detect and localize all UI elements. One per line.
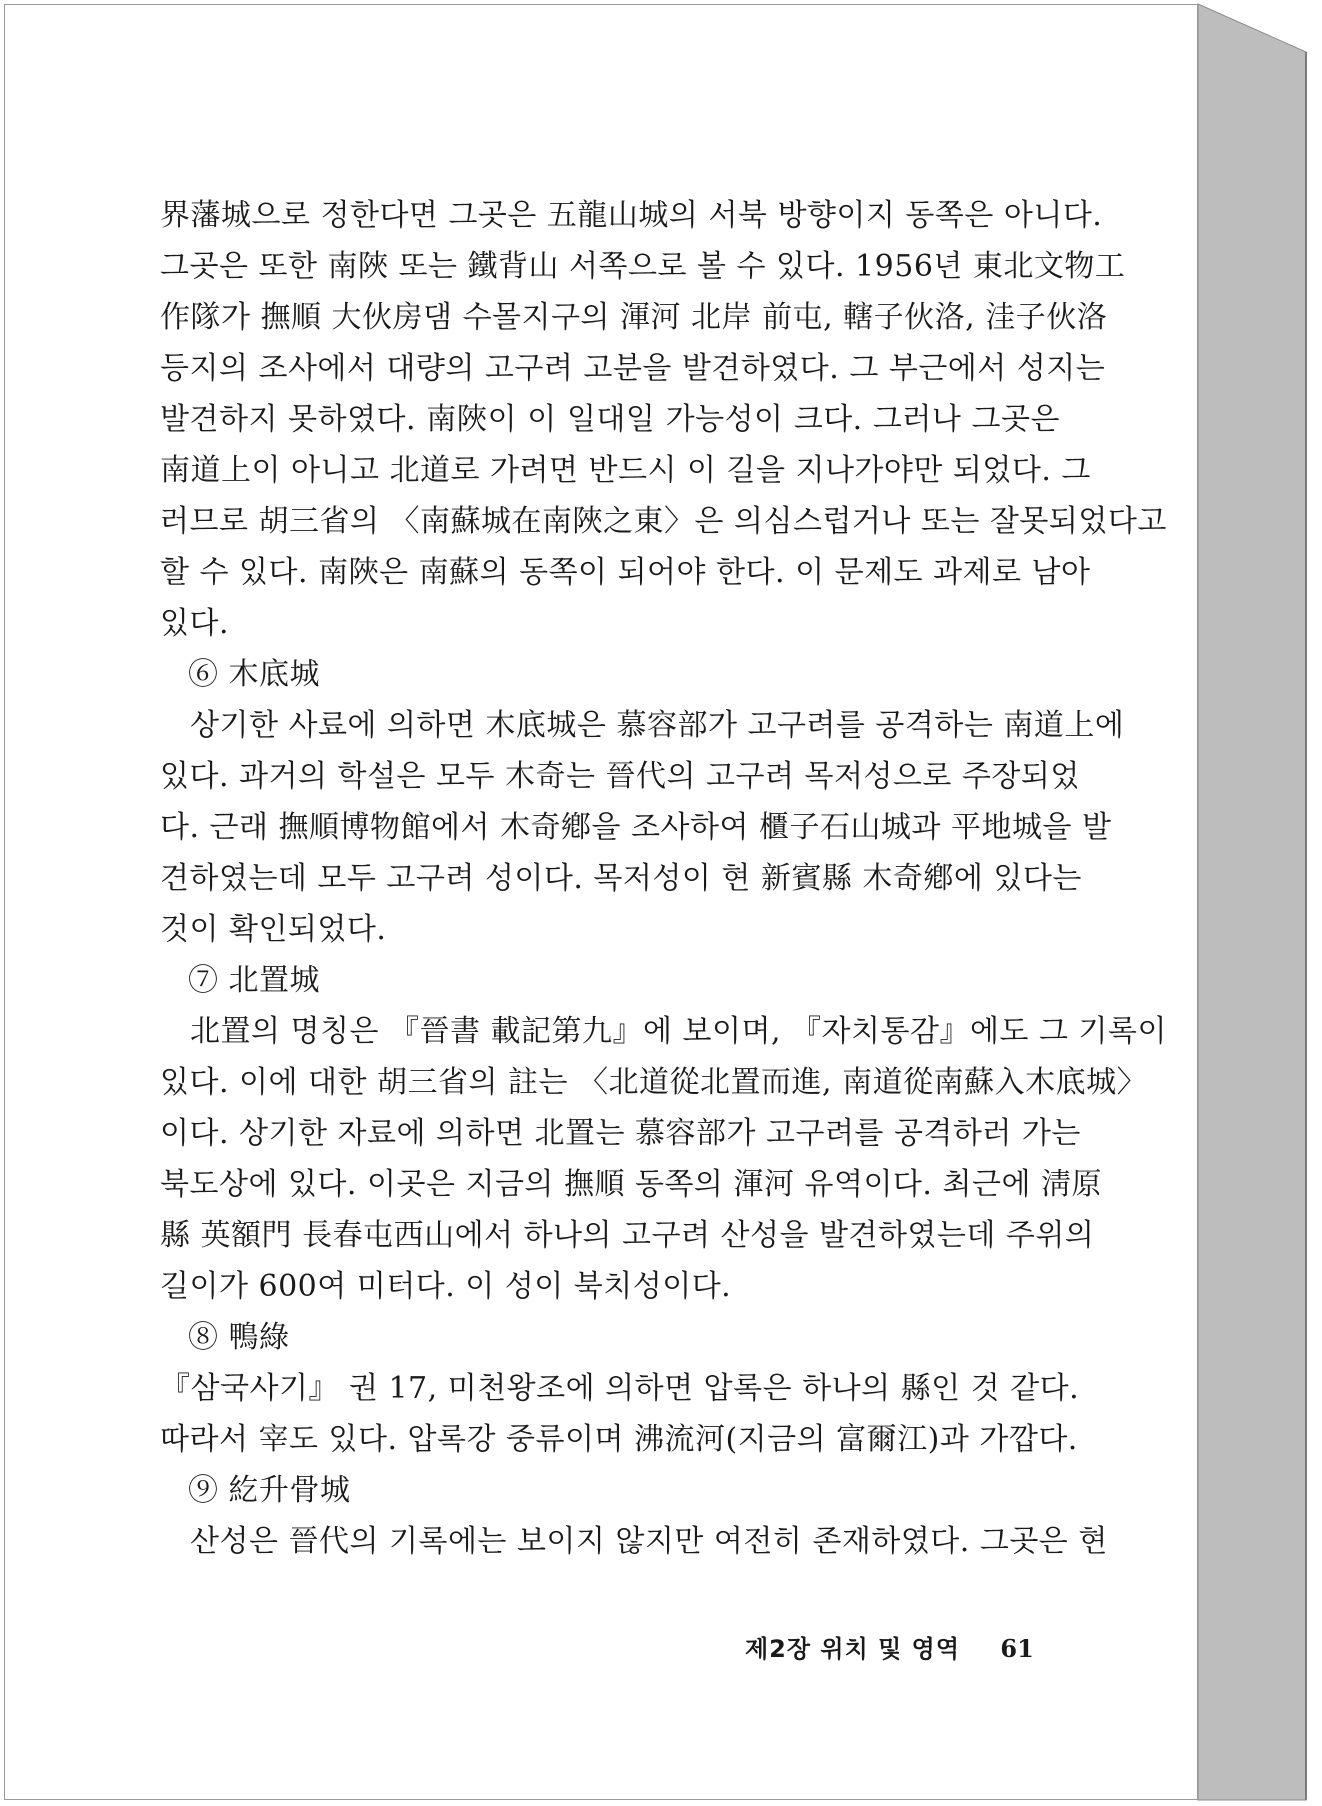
chapter-title: 제2장 위치 및 영역 [745, 1635, 961, 1663]
text-line: 발견하지 못하였다. 南陜이 이 일대일 가능성이 크다. 그러나 그곳은 [160, 402, 1060, 437]
text-line: 다. 근래 撫順博物館에서 木奇鄕을 조사하여 櫃子石山城과 平地城을 발 [160, 810, 1112, 845]
text-line: 것이 확인되었다. [160, 912, 387, 947]
text-line: 있다. 과거의 학설은 모두 木奇는 晉代의 고구려 목저성으로 주장되었 [160, 759, 1080, 794]
page-footer [745, 1629, 1045, 1669]
text-line: 있다. 이에 대한 胡三省의 註는 〈北道從北置而進, 南道從南蘇入木底城〉 [160, 1065, 1148, 1100]
text-line: 상기한 사료에 의하면 木底城은 慕容部가 고구려를 공격하는 南道上에 [190, 708, 1125, 743]
text-line: 그곳은 또한 南陜 또는 鐵背山 서쪽으로 볼 수 있다. 1956년 東北文物工 [160, 249, 1126, 284]
page-number: 61 [1000, 1634, 1034, 1663]
document-page [4, 4, 1198, 1800]
text-line: 北置의 명칭은 『晉書 載記第九』에 보이며, 『자치통감』에도 그 기록이 [190, 1014, 1167, 1049]
text-line: 『삼국사기』 권 17, 미천왕조에 의하면 압록은 하나의 縣인 것 같다. [160, 1371, 1080, 1406]
text-line: 산성은 晉代의 기록에는 보이지 않지만 여전히 존재하였다. 그곳은 현 [190, 1524, 1108, 1559]
text-line: 길이가 600여 미터다. 이 성이 북치성이다. [160, 1269, 732, 1304]
text-line: 할 수 있다. 南陜은 南蘇의 동쪽이 되어야 한다. 이 문제도 과제로 남아 [160, 555, 1091, 590]
text-line: 縣 英額門 長春屯西山에서 하나의 고구려 산성을 발견하였는데 주위의 [160, 1218, 1095, 1253]
text-line: 등지의 조사에서 대량의 고구려 고분을 발견하였다. 그 부근에서 성지는 [160, 351, 1106, 386]
text-line: 견하였는데 모두 고구려 성이다. 목저성이 현 新賓縣 木奇鄕에 있다는 [160, 861, 1082, 896]
section-heading-heulseunggol: ⑨ 紇升骨城 [188, 1473, 351, 1508]
text-line: 북도상에 있다. 이곳은 지금의 撫順 동쪽의 渾河 유역이다. 최근에 淸原 [160, 1167, 1102, 1202]
text-line: 따라서 宰도 있다. 압록강 중류이며 沸流河(지금의 富爾江)과 가깝다. [160, 1422, 1078, 1457]
section-heading-bukchi: ⑦ 北置城 [188, 963, 321, 998]
page-body [160, 190, 1167, 1567]
page-stack-side [1198, 4, 1306, 1800]
text-line: 러므로 胡三省의 〈南蘇城在南陜之東〉은 의심스럽거나 또는 잘못되었다고 [160, 504, 1167, 539]
text-line: 있다. [160, 606, 229, 641]
text-line: 이다. 상기한 자료에 의하면 北置는 慕容部가 고구려를 공격하러 가는 [160, 1116, 1081, 1151]
text-line: 作隊가 撫順 大伙房댐 수몰지구의 渾河 北岸 前屯, 轄子伙洛, 洼子伙洛 [160, 300, 1108, 335]
text-line: 界藩城으로 정한다면 그곳은 五龍山城의 서북 방향이지 동쪽은 아니다. [160, 198, 1103, 233]
text-line: 南道上이 아니고 北道로 가려면 반드시 이 길을 지나가야만 되었다. 그 [160, 453, 1091, 488]
section-heading-amnok: ⑧ 鴨綠 [188, 1320, 290, 1355]
section-heading-mokjeo: ⑥ 木底城 [188, 657, 321, 692]
